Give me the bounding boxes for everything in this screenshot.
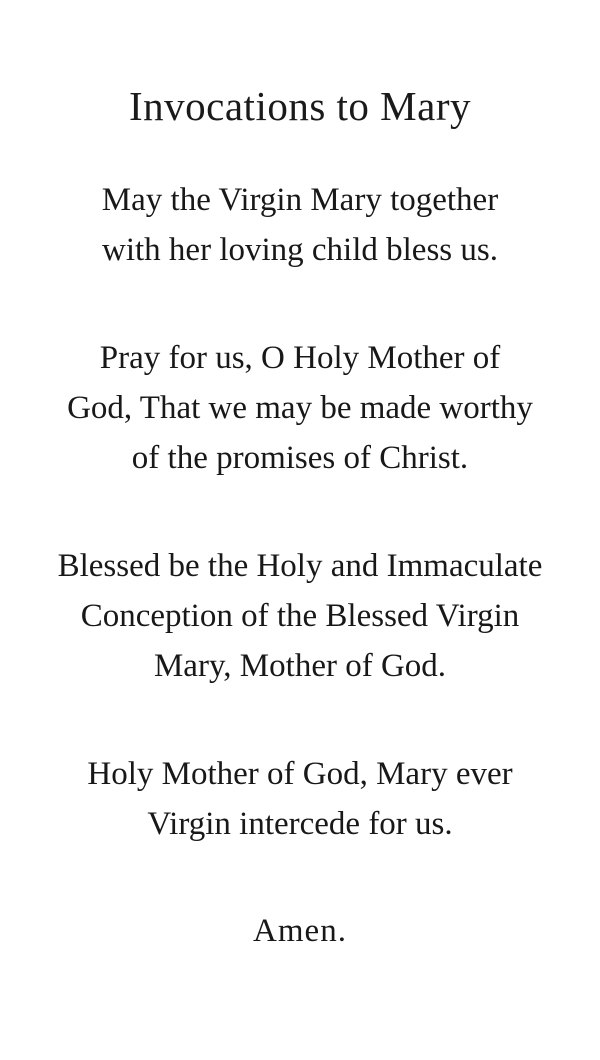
prayer-title: Invocations to Mary — [129, 83, 471, 129]
prayer-line: with her loving child bless us. — [102, 232, 498, 268]
prayer-stanza-3 — [0, 541, 600, 691]
prayer-line: Virgin intercede for us. — [147, 806, 453, 842]
prayer-line: Holy Mother of God, Mary ever — [87, 756, 513, 792]
prayer-line: Mary, Mother of God. — [153, 648, 447, 684]
prayer-line: Blessed be the Holy and Immaculate — [57, 548, 543, 584]
prayer-line: of the promises of Christ. — [131, 440, 469, 476]
prayer-line: God, That we may be made worthy — [67, 390, 533, 426]
prayer-line-amen: Amen. — [253, 913, 347, 949]
prayer-stanza-2 — [0, 333, 600, 483]
prayer-stanza-1 — [0, 175, 600, 275]
prayer-closing — [0, 906, 600, 956]
prayer-line: Conception of the Blessed Virgin — [80, 598, 520, 634]
prayer-stanza-4 — [0, 749, 600, 849]
prayer-line: May the Virgin Mary together — [101, 182, 499, 218]
prayer-line: Pray for us, O Holy Mother of — [99, 340, 501, 376]
